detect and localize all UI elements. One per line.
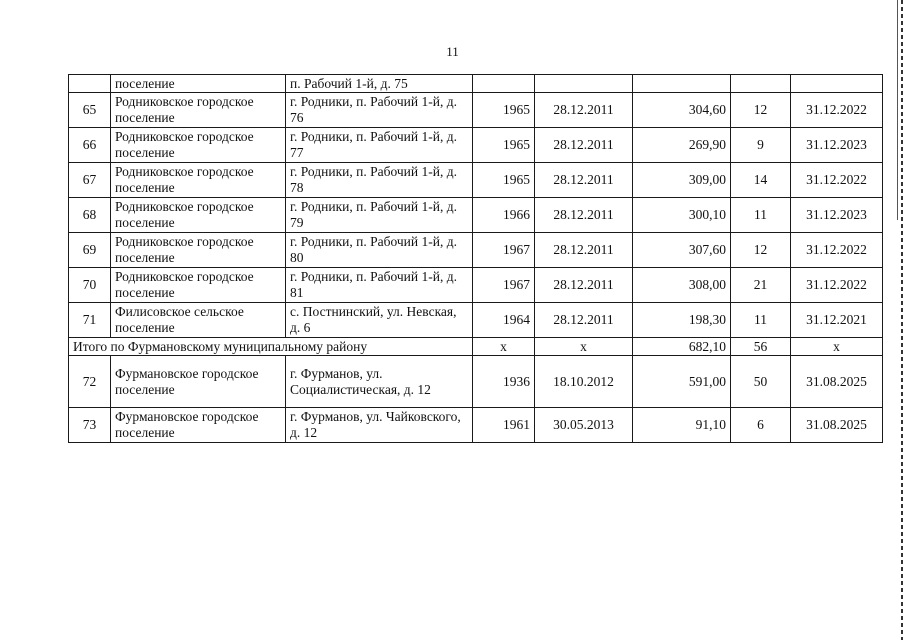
decision-date: 28.12.2011 bbox=[535, 233, 633, 268]
row-number: 67 bbox=[69, 163, 111, 198]
resident-count: 12 bbox=[731, 93, 791, 128]
decision-date: 28.12.2011 bbox=[535, 93, 633, 128]
settlement-name: поселение bbox=[111, 75, 286, 93]
resettlement-deadline: 31.12.2022 bbox=[791, 163, 883, 198]
resident-count bbox=[731, 75, 791, 93]
address: п. Рабочий 1-й, д. 75 bbox=[286, 75, 473, 93]
decision-date: 30.05.2013 bbox=[535, 408, 633, 443]
housing-registry-table bbox=[68, 74, 883, 443]
settlement-name: Родниковское городское поселение bbox=[111, 233, 286, 268]
table-row bbox=[69, 356, 883, 408]
area: 198,30 bbox=[633, 303, 731, 338]
decision-date: 28.12.2011 bbox=[535, 198, 633, 233]
settlement-name: Родниковское городское поселение bbox=[111, 163, 286, 198]
decision-date: 28.12.2011 bbox=[535, 303, 633, 338]
table-row bbox=[69, 408, 883, 443]
area: 309,00 bbox=[633, 163, 731, 198]
resident-count: 11 bbox=[731, 198, 791, 233]
year-built: 1967 bbox=[473, 268, 535, 303]
settlement-name: Родниковское городское поселение bbox=[111, 128, 286, 163]
address: г. Родники, п. Рабочий 1-й, д. 80 bbox=[286, 233, 473, 268]
resident-count: 12 bbox=[731, 233, 791, 268]
total-area: 682,10 bbox=[633, 338, 731, 356]
total-year: x bbox=[473, 338, 535, 356]
resident-count: 50 bbox=[731, 356, 791, 408]
year-built: 1965 bbox=[473, 128, 535, 163]
settlement-name: Филисовское сельское поселение bbox=[111, 303, 286, 338]
decision-date: 28.12.2011 bbox=[535, 268, 633, 303]
area: 307,60 bbox=[633, 233, 731, 268]
year-built bbox=[473, 75, 535, 93]
year-built: 1966 bbox=[473, 198, 535, 233]
scan-edge-line bbox=[897, 0, 898, 220]
address: с. Постнинский, ул. Невская, д. 6 bbox=[286, 303, 473, 338]
table-row bbox=[69, 233, 883, 268]
decision-date: 28.12.2011 bbox=[535, 128, 633, 163]
resettlement-deadline bbox=[791, 75, 883, 93]
address: г. Родники, п. Рабочий 1-й, д. 81 bbox=[286, 268, 473, 303]
resident-count: 21 bbox=[731, 268, 791, 303]
resident-count: 11 bbox=[731, 303, 791, 338]
table-row bbox=[69, 75, 883, 93]
address: г. Фурманов, ул. Социалистическая, д. 12 bbox=[286, 356, 473, 408]
row-number: 66 bbox=[69, 128, 111, 163]
year-built: 1964 bbox=[473, 303, 535, 338]
decision-date bbox=[535, 75, 633, 93]
address: г. Родники, п. Рабочий 1-й, д. 78 bbox=[286, 163, 473, 198]
settlement-name: Родниковское городское поселение bbox=[111, 198, 286, 233]
table-row bbox=[69, 128, 883, 163]
area: 591,00 bbox=[633, 356, 731, 408]
settlement-name: Родниковское городское поселение bbox=[111, 93, 286, 128]
row-number: 65 bbox=[69, 93, 111, 128]
area: 304,60 bbox=[633, 93, 731, 128]
year-built: 1961 bbox=[473, 408, 535, 443]
settlement-name: Фурмановское городское поселение bbox=[111, 356, 286, 408]
total-count: 56 bbox=[731, 338, 791, 356]
resettlement-deadline: 31.12.2023 bbox=[791, 128, 883, 163]
page-number: 11 bbox=[446, 44, 459, 59]
resettlement-deadline: 31.12.2022 bbox=[791, 233, 883, 268]
total-row bbox=[69, 338, 883, 356]
scan-edge-artifact bbox=[901, 0, 903, 640]
resettlement-deadline: 31.12.2023 bbox=[791, 198, 883, 233]
resident-count: 6 bbox=[731, 408, 791, 443]
table-row bbox=[69, 93, 883, 128]
row-number: 70 bbox=[69, 268, 111, 303]
total-label: Итого по Фурмановскому муниципальному району bbox=[69, 338, 473, 356]
row-number: 69 bbox=[69, 233, 111, 268]
year-built: 1965 bbox=[473, 93, 535, 128]
table-row bbox=[69, 163, 883, 198]
area bbox=[633, 75, 731, 93]
address: г. Родники, п. Рабочий 1-й, д. 79 bbox=[286, 198, 473, 233]
settlement-name: Фурмановское городское поселение bbox=[111, 408, 286, 443]
total-date: x bbox=[535, 338, 633, 356]
address: г. Фурманов, ул. Чайковского, д. 12 bbox=[286, 408, 473, 443]
area: 308,00 bbox=[633, 268, 731, 303]
address: г. Родники, п. Рабочий 1-й, д. 76 bbox=[286, 93, 473, 128]
resident-count: 14 bbox=[731, 163, 791, 198]
decision-date: 28.12.2011 bbox=[535, 163, 633, 198]
area: 300,10 bbox=[633, 198, 731, 233]
resettlement-deadline: 31.12.2022 bbox=[791, 268, 883, 303]
resettlement-deadline: 31.08.2025 bbox=[791, 408, 883, 443]
table-row bbox=[69, 198, 883, 233]
table-body bbox=[69, 75, 883, 443]
table-row bbox=[69, 268, 883, 303]
resettlement-deadline: 31.12.2021 bbox=[791, 303, 883, 338]
decision-date: 18.10.2012 bbox=[535, 356, 633, 408]
area: 91,10 bbox=[633, 408, 731, 443]
resettlement-deadline: 31.12.2022 bbox=[791, 93, 883, 128]
area: 269,90 bbox=[633, 128, 731, 163]
row-number: 68 bbox=[69, 198, 111, 233]
year-built: 1936 bbox=[473, 356, 535, 408]
resettlement-deadline: 31.08.2025 bbox=[791, 356, 883, 408]
total-term: x bbox=[791, 338, 883, 356]
resident-count: 9 bbox=[731, 128, 791, 163]
settlement-name: Родниковское городское поселение bbox=[111, 268, 286, 303]
address: г. Родники, п. Рабочий 1-й, д. 77 bbox=[286, 128, 473, 163]
row-number bbox=[69, 75, 111, 93]
row-number: 71 bbox=[69, 303, 111, 338]
row-number: 73 bbox=[69, 408, 111, 443]
table-row bbox=[69, 303, 883, 338]
row-number: 72 bbox=[69, 356, 111, 408]
year-built: 1967 bbox=[473, 233, 535, 268]
year-built: 1965 bbox=[473, 163, 535, 198]
